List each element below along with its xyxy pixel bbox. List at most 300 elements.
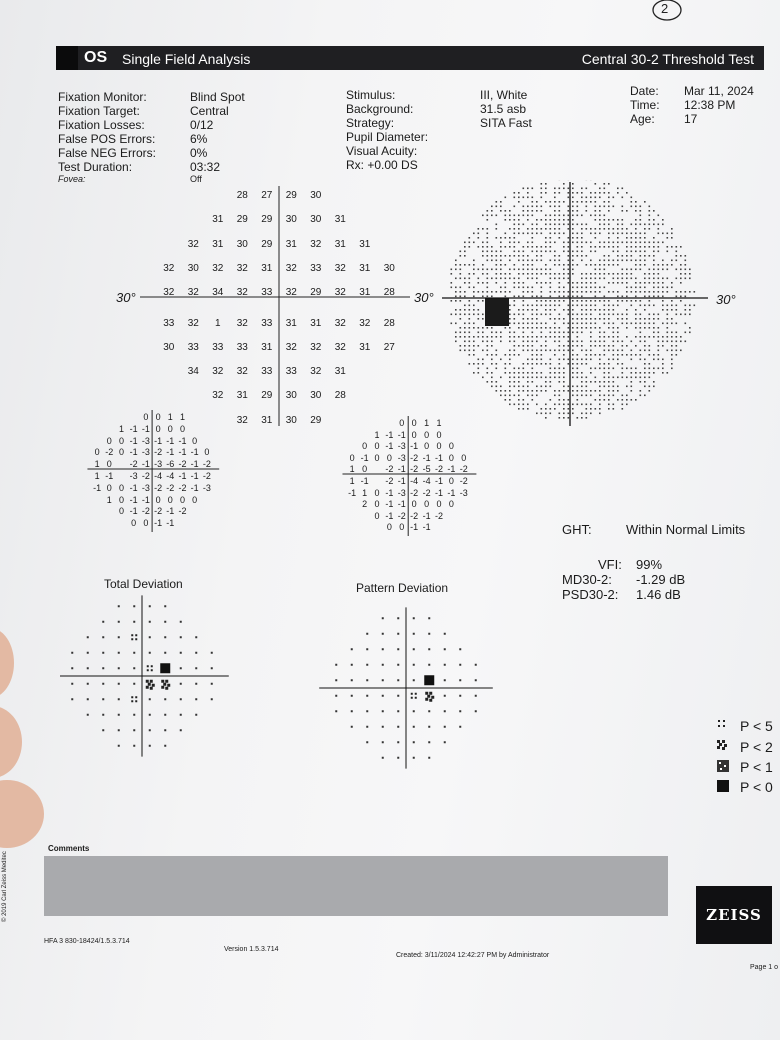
grayscale-dot bbox=[662, 296, 664, 298]
grayscale-dot bbox=[590, 309, 592, 311]
grayscale-dot bbox=[617, 341, 619, 343]
deviation-value: -1 bbox=[190, 482, 199, 493]
grayscale-dot bbox=[541, 192, 543, 194]
grayscale-dot bbox=[550, 327, 552, 329]
grayscale-dot bbox=[523, 233, 525, 235]
grayscale-dot bbox=[523, 215, 525, 217]
grayscale-dot bbox=[667, 305, 669, 307]
threshold-value: 28 bbox=[383, 287, 395, 299]
grayscale-dot bbox=[550, 269, 552, 271]
grayscale-dot bbox=[550, 215, 552, 217]
grayscale-dot bbox=[554, 300, 556, 302]
grayscale-dot bbox=[473, 323, 475, 325]
probability-dot bbox=[195, 652, 197, 654]
grayscale-dot bbox=[545, 224, 547, 226]
grayscale-dot bbox=[532, 318, 534, 320]
grayscale-dot bbox=[563, 323, 565, 325]
grayscale-dot bbox=[608, 381, 610, 383]
grayscale-dot bbox=[617, 363, 619, 365]
probability-dot bbox=[397, 710, 399, 712]
grayscale-dot bbox=[559, 404, 561, 406]
info-right-labels bbox=[630, 84, 660, 126]
grayscale-dot bbox=[671, 228, 673, 230]
grayscale-dot bbox=[617, 278, 619, 280]
grayscale-dot bbox=[644, 237, 646, 239]
grayscale-dot bbox=[536, 372, 538, 374]
grayscale-dot bbox=[491, 332, 493, 334]
probability-dot bbox=[428, 648, 430, 650]
grayscale-dot bbox=[608, 350, 610, 352]
grayscale-dot bbox=[635, 210, 637, 212]
grayscale-dot bbox=[460, 309, 462, 311]
grayscale-dot bbox=[527, 269, 529, 271]
threshold-value: 33 bbox=[261, 366, 273, 378]
grayscale-dot bbox=[541, 255, 543, 257]
grayscale-dot bbox=[473, 269, 475, 271]
grayscale-dot bbox=[608, 408, 610, 410]
grayscale-dot bbox=[595, 273, 597, 275]
grayscale-dot bbox=[613, 219, 615, 221]
probability-dot bbox=[102, 636, 104, 638]
grayscale-dot bbox=[554, 309, 556, 311]
deviation-value: -1 bbox=[397, 476, 406, 486]
probability-dot bbox=[87, 667, 89, 669]
grayscale-dot bbox=[514, 404, 516, 406]
grayscale-dot bbox=[527, 228, 529, 230]
grayscale-dot bbox=[563, 242, 565, 244]
grayscale-dot bbox=[622, 314, 624, 316]
grayscale-dot bbox=[536, 233, 538, 235]
grayscale-dot bbox=[586, 354, 588, 356]
grayscale-dot bbox=[500, 237, 502, 239]
grayscale-dot bbox=[662, 359, 664, 361]
grayscale-dot bbox=[631, 201, 633, 203]
grayscale-dot bbox=[599, 363, 601, 365]
deviation-value: 0 bbox=[179, 423, 185, 434]
grayscale-dot bbox=[658, 314, 660, 316]
probability-dot bbox=[149, 636, 151, 638]
grayscale-dot bbox=[653, 287, 655, 289]
grayscale-dot bbox=[563, 309, 565, 311]
grayscale-dot bbox=[590, 260, 592, 262]
grayscale-dot bbox=[586, 314, 588, 316]
grayscale-dot bbox=[563, 399, 565, 401]
probability-dot bbox=[382, 741, 384, 743]
grayscale-dot bbox=[653, 251, 655, 253]
threshold-value: 32 bbox=[163, 287, 175, 299]
grayscale-dot bbox=[487, 246, 489, 248]
grayscale-dot bbox=[572, 404, 574, 406]
grayscale-dot bbox=[514, 219, 516, 221]
grayscale-dot bbox=[572, 372, 574, 374]
grayscale-dot bbox=[469, 323, 471, 325]
grayscale-map bbox=[440, 180, 710, 430]
grayscale-dot bbox=[532, 377, 534, 379]
grayscale-dot bbox=[626, 314, 628, 316]
probability-dot bbox=[180, 683, 182, 685]
deviation-value: -1 bbox=[397, 429, 406, 440]
grayscale-dot bbox=[482, 215, 484, 217]
deviation-value: -1 bbox=[129, 447, 138, 458]
threshold-value: 32 bbox=[187, 238, 199, 250]
info-value: 0/12 bbox=[190, 118, 214, 132]
grayscale-dot bbox=[554, 372, 556, 374]
info-value: 6% bbox=[190, 132, 208, 146]
grayscale-dot bbox=[514, 237, 516, 239]
grayscale-dot bbox=[455, 341, 457, 343]
grayscale-dot bbox=[559, 399, 561, 401]
grayscale-dot bbox=[509, 354, 511, 356]
grayscale-dot bbox=[491, 372, 493, 374]
grayscale-dot bbox=[581, 300, 583, 302]
grayscale-dot bbox=[523, 188, 525, 190]
grayscale-dot bbox=[671, 359, 673, 361]
probability-symbol-p5 bbox=[131, 696, 137, 702]
grayscale-dot bbox=[514, 282, 516, 284]
grayscale-dot bbox=[505, 291, 507, 293]
grayscale-dot bbox=[604, 363, 606, 365]
grayscale-dot bbox=[527, 404, 529, 406]
grayscale-dot bbox=[626, 251, 628, 253]
grayscale-dot bbox=[617, 224, 619, 226]
grayscale-dot bbox=[473, 260, 475, 262]
grayscale-dot bbox=[554, 404, 556, 406]
grayscale-dot bbox=[469, 354, 471, 356]
grayscale-dot bbox=[559, 417, 561, 419]
grayscale-dot bbox=[581, 242, 583, 244]
grayscale-dot bbox=[622, 255, 624, 257]
grayscale-dot bbox=[572, 282, 574, 284]
grayscale-dot bbox=[590, 359, 592, 361]
grayscale-dot bbox=[532, 237, 534, 239]
deviation-value: -2 bbox=[385, 464, 394, 475]
threshold-value: 29 bbox=[310, 414, 322, 426]
probability-dot bbox=[102, 714, 104, 716]
grayscale-dot bbox=[559, 336, 561, 338]
probability-dot bbox=[149, 605, 151, 607]
grayscale-dot bbox=[590, 341, 592, 343]
deviation-value: 0 bbox=[192, 494, 198, 505]
grayscale-dot bbox=[559, 314, 561, 316]
probability-dot bbox=[133, 729, 135, 731]
grayscale-dot bbox=[635, 251, 637, 253]
grayscale-dot bbox=[478, 237, 480, 239]
grayscale-dot bbox=[505, 278, 507, 280]
grayscale-dot bbox=[536, 341, 538, 343]
grayscale-dot bbox=[550, 206, 552, 208]
grayscale-dot bbox=[662, 260, 664, 262]
probability-dot bbox=[195, 714, 197, 716]
grayscale-dot bbox=[608, 372, 610, 374]
grayscale-dot bbox=[595, 219, 597, 221]
grayscale-dot bbox=[622, 242, 624, 244]
grayscale-dot bbox=[545, 341, 547, 343]
grayscale-dot bbox=[527, 336, 529, 338]
grayscale-dot bbox=[622, 354, 624, 356]
threshold-value: 28 bbox=[236, 190, 248, 201]
probability-dot bbox=[118, 652, 120, 654]
grayscale-dot bbox=[536, 210, 538, 212]
grayscale-dot bbox=[491, 354, 493, 356]
grayscale-dot bbox=[595, 399, 597, 401]
threshold-value: 32 bbox=[236, 287, 248, 299]
grayscale-dot bbox=[532, 336, 534, 338]
probability-dot bbox=[397, 741, 399, 743]
probability-dot bbox=[102, 667, 104, 669]
grayscale-dot bbox=[527, 291, 529, 293]
grayscale-dot bbox=[649, 269, 651, 271]
grayscale-dot bbox=[464, 323, 466, 325]
grayscale-dot bbox=[509, 323, 511, 325]
grayscale-dot bbox=[509, 314, 511, 316]
grayscale-dot bbox=[608, 197, 610, 199]
grayscale-dot bbox=[676, 309, 678, 311]
grayscale-dot bbox=[613, 377, 615, 379]
grayscale-dot bbox=[608, 206, 610, 208]
deviation-value: 0 bbox=[399, 418, 405, 428]
grayscale-dot bbox=[640, 323, 642, 325]
grayscale-dot bbox=[671, 260, 673, 262]
grayscale-dot bbox=[581, 224, 583, 226]
grayscale-dot bbox=[685, 309, 687, 311]
probability-dot bbox=[397, 648, 399, 650]
grayscale-dot bbox=[694, 291, 696, 293]
grayscale-dot bbox=[577, 246, 579, 248]
grayscale-dot bbox=[532, 251, 534, 253]
grayscale-dot bbox=[631, 354, 633, 356]
grayscale-dot bbox=[581, 246, 583, 248]
grayscale-dot bbox=[658, 345, 660, 347]
deviation-value: -2 bbox=[154, 482, 163, 493]
grayscale-dot bbox=[586, 377, 588, 379]
grayscale-dot bbox=[455, 264, 457, 266]
grayscale-dot bbox=[626, 368, 628, 370]
grayscale-dot bbox=[473, 305, 475, 307]
grayscale-dot bbox=[541, 413, 543, 415]
probability-dot bbox=[180, 621, 182, 623]
grayscale-dot bbox=[505, 395, 507, 397]
grayscale-dot bbox=[559, 210, 561, 212]
grayscale-dot bbox=[577, 377, 579, 379]
probability-dot bbox=[397, 633, 399, 635]
grayscale-dot bbox=[671, 341, 673, 343]
threshold-value: 30 bbox=[163, 341, 175, 353]
grayscale-dot bbox=[577, 296, 579, 298]
grayscale-dot bbox=[559, 381, 561, 383]
grayscale-dot bbox=[568, 296, 570, 298]
grayscale-dot bbox=[482, 341, 484, 343]
grayscale-dot bbox=[509, 246, 511, 248]
deviation-value: 0 bbox=[411, 429, 417, 440]
grayscale-dot bbox=[622, 350, 624, 352]
grayscale-dot bbox=[653, 318, 655, 320]
grayscale-dot bbox=[455, 309, 457, 311]
grayscale-dot bbox=[595, 341, 597, 343]
grayscale-dot bbox=[559, 395, 561, 397]
grayscale-dot bbox=[626, 395, 628, 397]
probability-dot bbox=[397, 664, 399, 666]
grayscale-dot bbox=[527, 309, 529, 311]
grayscale-dot bbox=[532, 323, 534, 325]
threshold-value: 31 bbox=[359, 287, 371, 299]
grayscale-dot bbox=[509, 305, 511, 307]
deviation-value: 0 bbox=[374, 441, 380, 452]
grayscale-dot bbox=[469, 336, 471, 338]
grayscale-dot bbox=[568, 305, 570, 307]
probability-dot bbox=[133, 745, 135, 747]
threshold-value: 32 bbox=[310, 366, 322, 378]
probability-dot bbox=[366, 679, 368, 681]
grayscale-dot bbox=[604, 345, 606, 347]
grayscale-dot bbox=[617, 282, 619, 284]
info-label: Visual Acuity: bbox=[346, 144, 418, 158]
grayscale-dot bbox=[586, 228, 588, 230]
grayscale-dot bbox=[487, 372, 489, 374]
grayscale-dot bbox=[590, 314, 592, 316]
probability-symbol-p05 bbox=[424, 675, 434, 685]
grayscale-dot bbox=[595, 381, 597, 383]
grayscale-dot bbox=[631, 197, 633, 199]
grayscale-dot bbox=[590, 246, 592, 248]
deviation-value: 0 bbox=[386, 522, 392, 533]
info-label: Strategy: bbox=[346, 116, 395, 130]
grayscale-dot bbox=[509, 327, 511, 329]
grayscale-dot bbox=[649, 246, 651, 248]
grayscale-dot bbox=[559, 260, 561, 262]
grayscale-dot bbox=[613, 197, 615, 199]
grayscale-dot bbox=[581, 323, 583, 325]
grayscale-dot bbox=[572, 264, 574, 266]
grayscale-dot bbox=[559, 201, 561, 203]
grayscale-dot bbox=[581, 188, 583, 190]
probability-dot bbox=[149, 652, 151, 654]
grayscale-dot bbox=[626, 354, 628, 356]
deviation-value: -1 bbox=[129, 494, 138, 505]
deviation-value: -2 bbox=[459, 464, 468, 475]
grayscale-dot bbox=[644, 228, 646, 230]
probability-dot bbox=[413, 679, 415, 681]
grayscale-dot bbox=[527, 242, 529, 244]
deviation-value: 0 bbox=[411, 418, 417, 428]
probability-symbol-p05 bbox=[160, 663, 170, 673]
grayscale-dot bbox=[509, 269, 511, 271]
grayscale-dot bbox=[469, 278, 471, 280]
deviation-value: -1 bbox=[397, 499, 406, 510]
grayscale-dot bbox=[554, 350, 556, 352]
threshold-value: 1 bbox=[214, 317, 221, 329]
grayscale-dot bbox=[595, 287, 597, 289]
grayscale-dot bbox=[554, 408, 556, 410]
grayscale-dot bbox=[649, 278, 651, 280]
info-left-labels bbox=[58, 90, 156, 184]
deviation-value: 1 bbox=[424, 418, 430, 428]
grayscale-dot bbox=[581, 291, 583, 293]
grayscale-dot bbox=[491, 377, 493, 379]
grayscale-dot bbox=[500, 291, 502, 293]
grayscale-dot bbox=[649, 224, 651, 226]
grayscale-dot bbox=[667, 323, 669, 325]
probability-dot bbox=[382, 710, 384, 712]
grayscale-dot bbox=[554, 395, 556, 397]
grayscale-dot bbox=[572, 206, 574, 208]
grayscale-dot bbox=[554, 354, 556, 356]
grayscale-dot bbox=[572, 224, 574, 226]
threshold-value: 30 bbox=[310, 390, 322, 402]
grayscale-dot bbox=[622, 282, 624, 284]
grayscale-dot bbox=[572, 260, 574, 262]
grayscale-dot bbox=[460, 255, 462, 257]
grayscale-dot bbox=[500, 251, 502, 253]
info-value: Off bbox=[190, 174, 202, 184]
threshold-value: 29 bbox=[236, 214, 248, 226]
probability-dot bbox=[351, 664, 353, 666]
grayscale-dot bbox=[590, 354, 592, 356]
grayscale-dot bbox=[676, 345, 678, 347]
grayscale-dot bbox=[487, 269, 489, 271]
grayscale-dot bbox=[514, 377, 516, 379]
grayscale-dot bbox=[491, 210, 493, 212]
grayscale-dot bbox=[631, 372, 633, 374]
grayscale-dot bbox=[662, 309, 664, 311]
grayscale-dot bbox=[590, 413, 592, 415]
grayscale-dot bbox=[505, 287, 507, 289]
grayscale-dot bbox=[658, 318, 660, 320]
grayscale-dot bbox=[509, 359, 511, 361]
grayscale-dot bbox=[518, 377, 520, 379]
grayscale-dot bbox=[613, 264, 615, 266]
grayscale-dot bbox=[604, 399, 606, 401]
grayscale-dot bbox=[590, 282, 592, 284]
grayscale-dot bbox=[577, 282, 579, 284]
grayscale-dot bbox=[550, 413, 552, 415]
grayscale-dot bbox=[590, 197, 592, 199]
grayscale-dot bbox=[685, 341, 687, 343]
grayscale-dot bbox=[541, 233, 543, 235]
grayscale-dot bbox=[577, 255, 579, 257]
grayscale-dot bbox=[635, 246, 637, 248]
grayscale-dot bbox=[491, 327, 493, 329]
grayscale-dot bbox=[581, 255, 583, 257]
grayscale-dot bbox=[613, 282, 615, 284]
deviation-value: -1 bbox=[166, 435, 175, 446]
grayscale-dot bbox=[653, 260, 655, 262]
grayscale-dot bbox=[464, 305, 466, 307]
probability-dot bbox=[180, 714, 182, 716]
grayscale-dot bbox=[617, 237, 619, 239]
threshold-value: 31 bbox=[261, 341, 273, 353]
deviation-value: -2 bbox=[154, 447, 163, 458]
grayscale-dot bbox=[604, 201, 606, 203]
grayscale-dot bbox=[523, 282, 525, 284]
grayscale-dot bbox=[541, 251, 543, 253]
grayscale-dot bbox=[514, 345, 516, 347]
grayscale-dot bbox=[608, 224, 610, 226]
grayscale-dot bbox=[635, 300, 637, 302]
grayscale-dot bbox=[563, 386, 565, 388]
grayscale-dot bbox=[631, 269, 633, 271]
grayscale-dot bbox=[635, 368, 637, 370]
grayscale-dot bbox=[667, 269, 669, 271]
grayscale-dot bbox=[469, 300, 471, 302]
grayscale-dot bbox=[554, 323, 556, 325]
grayscale-dot bbox=[617, 377, 619, 379]
grayscale-dot bbox=[658, 332, 660, 334]
probability-dot bbox=[413, 710, 415, 712]
grayscale-dot bbox=[617, 188, 619, 190]
grayscale-dot bbox=[496, 291, 498, 293]
grayscale-dot bbox=[626, 260, 628, 262]
grayscale-dot bbox=[536, 282, 538, 284]
